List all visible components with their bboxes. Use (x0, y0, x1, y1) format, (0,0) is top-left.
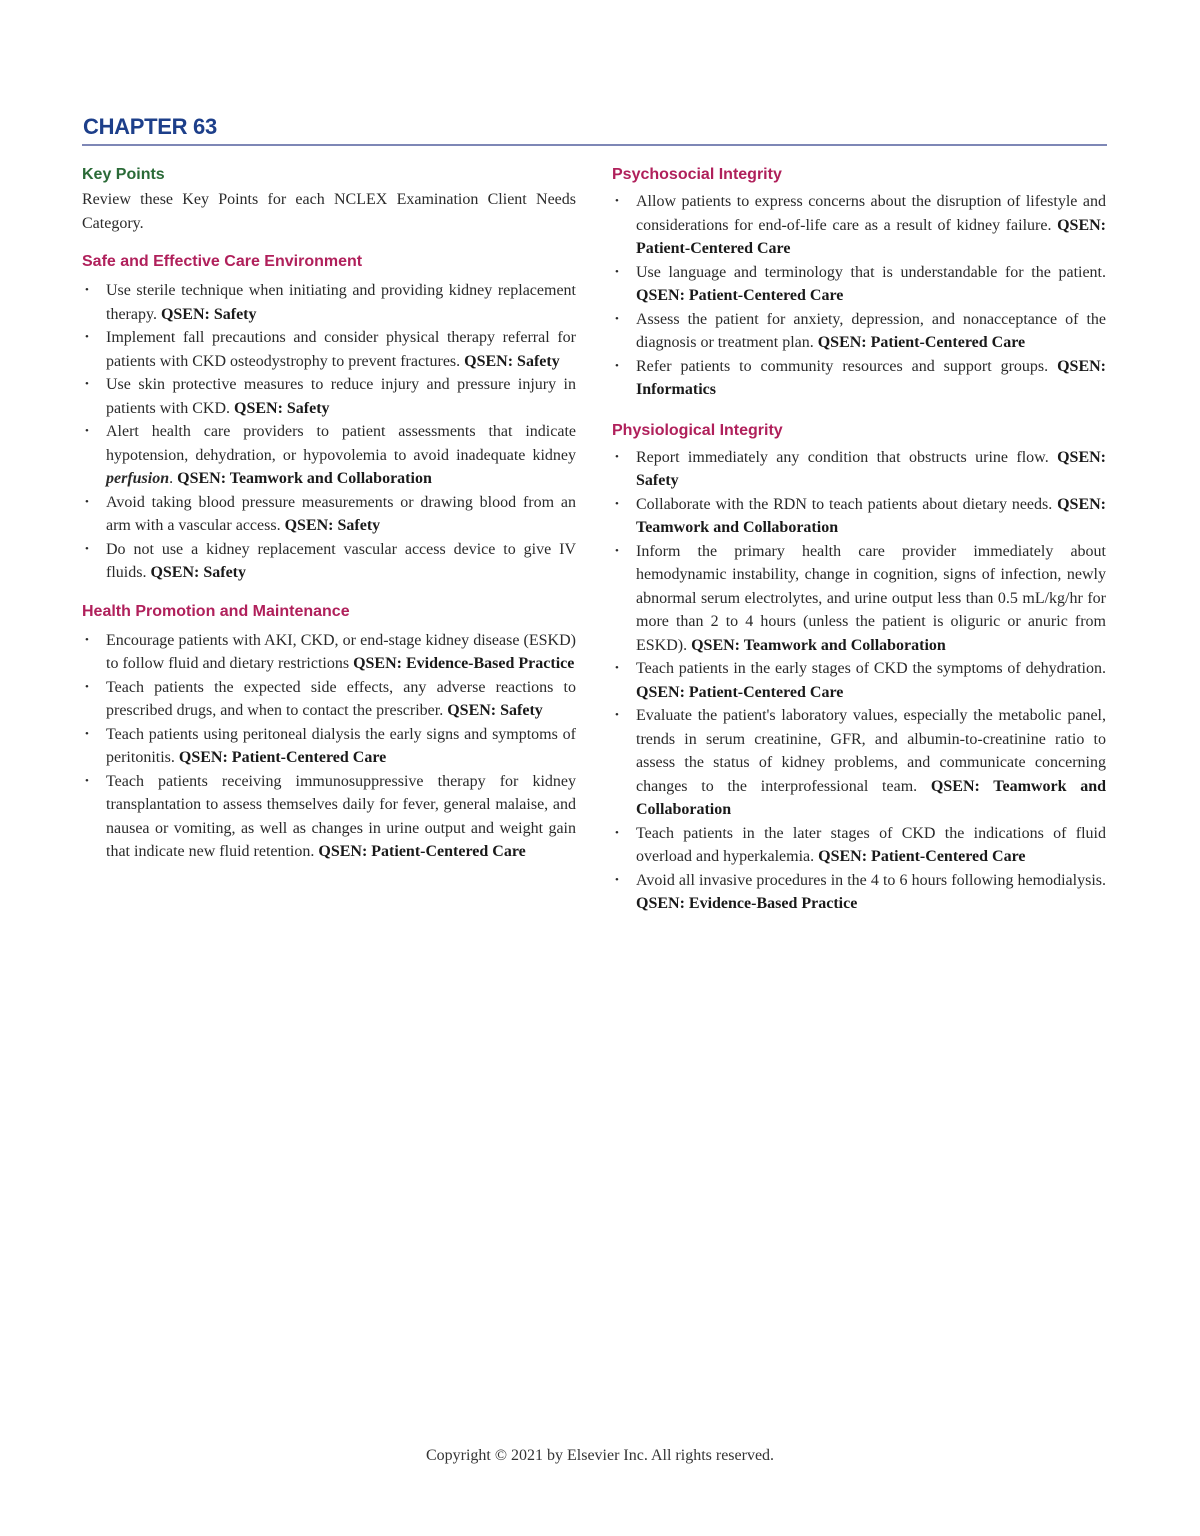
list-item (82, 491, 576, 538)
list-item (612, 493, 1106, 540)
key-points-intro: Review these Key Points for each NCLEX Examination Client Needs Category. (82, 191, 576, 232)
list-item (612, 355, 1106, 402)
list-item (82, 770, 576, 864)
list-item (612, 446, 1106, 493)
list-item (82, 420, 576, 491)
bullet-icon: • (85, 680, 89, 693)
physio-list (612, 446, 1106, 916)
qsen-tag: QSEN: Safety (636, 448, 1106, 489)
list-item (612, 657, 1106, 704)
bullet-icon: • (615, 497, 619, 510)
bullet-icon: • (85, 727, 89, 740)
qsen-tag: QSEN: Safety (447, 702, 543, 719)
copyright-footer: Copyright © 2021 by Elsevier Inc. All rights reserved. (425, 1447, 775, 1464)
list-item (612, 190, 1106, 261)
bullet-icon: • (615, 873, 619, 886)
bullet-icon: • (615, 826, 619, 839)
item-text: Teach patients in the later stages of CKD the indications of fluid overload and hyperkalemia. (636, 824, 1106, 865)
qsen-tag: QSEN: Safety (150, 564, 247, 581)
list-item (82, 629, 576, 676)
qsen-tag: QSEN: Evidence-Based Practice (636, 895, 858, 912)
section-title-health: Health Promotion and Maintenance (82, 602, 350, 620)
list-item (612, 308, 1106, 355)
bullet-icon: • (615, 662, 619, 674)
list-item (82, 373, 576, 420)
item-text: Teach patients in the early stages of CKD the symptoms of dehydration. (636, 660, 1106, 677)
item-text: Alert health care providers to patient assessments that indicate hypotension, dehydration, or hypovolemia to avoid inadequate kidney (106, 423, 576, 464)
item-text: Inform the primary health care provider immediately about hemodynamic instability, change in cognition, signs of infection, newly abnormal serum electrolytes, and urine output less than 0.5 mL/kg/hr for more than 2 to 4 hours (unless the patient is oliguric or anuric from ESKD). (636, 542, 1106, 654)
list-item (82, 676, 576, 723)
safe-list (82, 279, 576, 585)
bullet-icon: • (85, 542, 89, 555)
qsen-tag: QSEN: Informatics (636, 357, 1107, 398)
item-text: Avoid all invasive procedures in the 4 to 6 hours following hemodialysis. (636, 871, 1106, 889)
list-item (82, 279, 576, 326)
qsen-tag: QSEN: Teamwork and Collaboration (177, 470, 432, 487)
item-text: Assess the patient for anxiety, depression, and nonacceptance of the diagnosis or treatment plan. (636, 310, 1106, 351)
section-title-physio: Physiological Integrity (612, 421, 783, 439)
qsen-tag: QSEN: Patient-Centered Care (818, 848, 1026, 865)
list-item (612, 869, 1106, 916)
list-item (612, 261, 1106, 308)
qsen-tag: QSEN: Teamwork and Collaboration (636, 495, 1107, 536)
list-item (612, 540, 1106, 658)
qsen-tag: QSEN: Evidence-Based Practice (353, 655, 575, 672)
item-text: Report immediately any condition that obstructs urine flow. (636, 448, 1049, 466)
bullet-icon: • (85, 774, 89, 787)
qsen-tag: QSEN: Patient-Centered Care (817, 334, 1026, 351)
qsen-tag: QSEN: Patient-Centered Care (636, 287, 844, 304)
qsen-tag: QSEN: Patient-Centered Care (636, 216, 1107, 257)
bullet-icon: • (85, 331, 89, 343)
bullet-icon: • (85, 495, 89, 508)
bullet-icon: • (85, 378, 89, 390)
right-column (612, 164, 1106, 916)
item-text: Use language and terminology that is understandable for the patient. (636, 263, 1106, 281)
item-text: Teach patients using peritoneal dialysis the early signs and symptoms of peritonitis. (106, 725, 576, 766)
item-text: Avoid taking blood pressure measurements or drawing blood from an arm with a vascular access. (106, 493, 576, 534)
item-text: Implement fall precautions and consider physical therapy referral for patients with CKD osteodystrophy to prevent fractures. (106, 329, 576, 370)
bullet-icon: • (85, 633, 89, 646)
bullet-icon: • (615, 195, 619, 207)
bullet-icon: • (615, 312, 619, 325)
list-item (82, 538, 576, 585)
bullet-icon: • (615, 265, 619, 278)
list-item (612, 822, 1106, 869)
title-divider (82, 144, 1107, 146)
list-item (82, 723, 576, 770)
psycho-list (612, 190, 1106, 402)
item-text: Teach patients the expected side effects, any adverse reactions to prescribed drugs, and when to contact the prescriber. (106, 678, 576, 719)
bullet-icon: • (85, 425, 89, 437)
bullet-icon: • (615, 709, 619, 721)
bullet-icon: • (615, 544, 619, 557)
qsen-tag: QSEN: Patient-Centered Care (636, 683, 844, 701)
item-text: Encourage patients with AKI, CKD, or end-stage kidney disease (ESKD) to follow fluid and dietary restrictions (106, 631, 576, 672)
item-text: Use skin protective measures to reduce injury and pressure injury in patients with CKD. (106, 376, 576, 417)
bullet-icon: • (85, 284, 89, 296)
list-item (612, 704, 1106, 822)
qsen-tag: QSEN: Teamwork and Collaboration (691, 636, 946, 654)
item-text: Refer patients to community resources and support groups. (636, 357, 1049, 375)
item-text: Evaluate the patient's laboratory values, especially the metabolic panel, trends in serum creatinine, GFR, and albumin-to-creatinine ratio to assess the status of kidney problems, and communicate concerning changes to the interprofessional team. (636, 707, 1106, 795)
item-emphasis: perfusion (106, 470, 170, 487)
section-title-psycho: Psychosocial Integrity (612, 166, 782, 183)
item-text: Teach patients receiving immunosuppressive therapy for kidney transplantation to assess themselves daily for fever, general malaise, and nausea or vomiting, as well as changes in urine output and weight gain that indicate new fluid retention. (106, 772, 576, 860)
item-text: Allow patients to express concerns about the disruption of lifestyle and considerations for end-of-life care as a result of kidney failure. (636, 193, 1106, 234)
chapter-title: CHAPTER 63 (83, 114, 217, 139)
qsen-tag: QSEN: Patient-Centered Care (318, 843, 526, 860)
qsen-tag: QSEN: Teamwork and Collaboration (636, 777, 1107, 818)
bullet-icon: • (615, 450, 619, 463)
item-text: Do not use a kidney replacement vascular access device to give IV fluids. (106, 540, 576, 581)
left-column (82, 164, 576, 864)
health-list (82, 629, 576, 864)
list-item (82, 326, 576, 373)
item-text: Collaborate with the RDN to teach patients about dietary needs. (636, 495, 1053, 513)
qsen-tag: QSEN: Safety (234, 399, 330, 417)
qsen-tag: QSEN: Safety (160, 305, 257, 323)
qsen-tag: QSEN: Safety (284, 517, 381, 534)
qsen-tag: QSEN: Safety (464, 352, 560, 370)
qsen-tag: QSEN: Patient-Centered Care (178, 749, 387, 766)
item-text: . (169, 470, 174, 487)
key-points-title: Key Points (82, 166, 165, 183)
item-text: Use sterile technique when initiating and providing kidney replacement therapy. (106, 282, 576, 323)
bullet-icon: • (615, 359, 619, 372)
section-title-safe: Safe and Effective Care Environment (82, 253, 363, 270)
